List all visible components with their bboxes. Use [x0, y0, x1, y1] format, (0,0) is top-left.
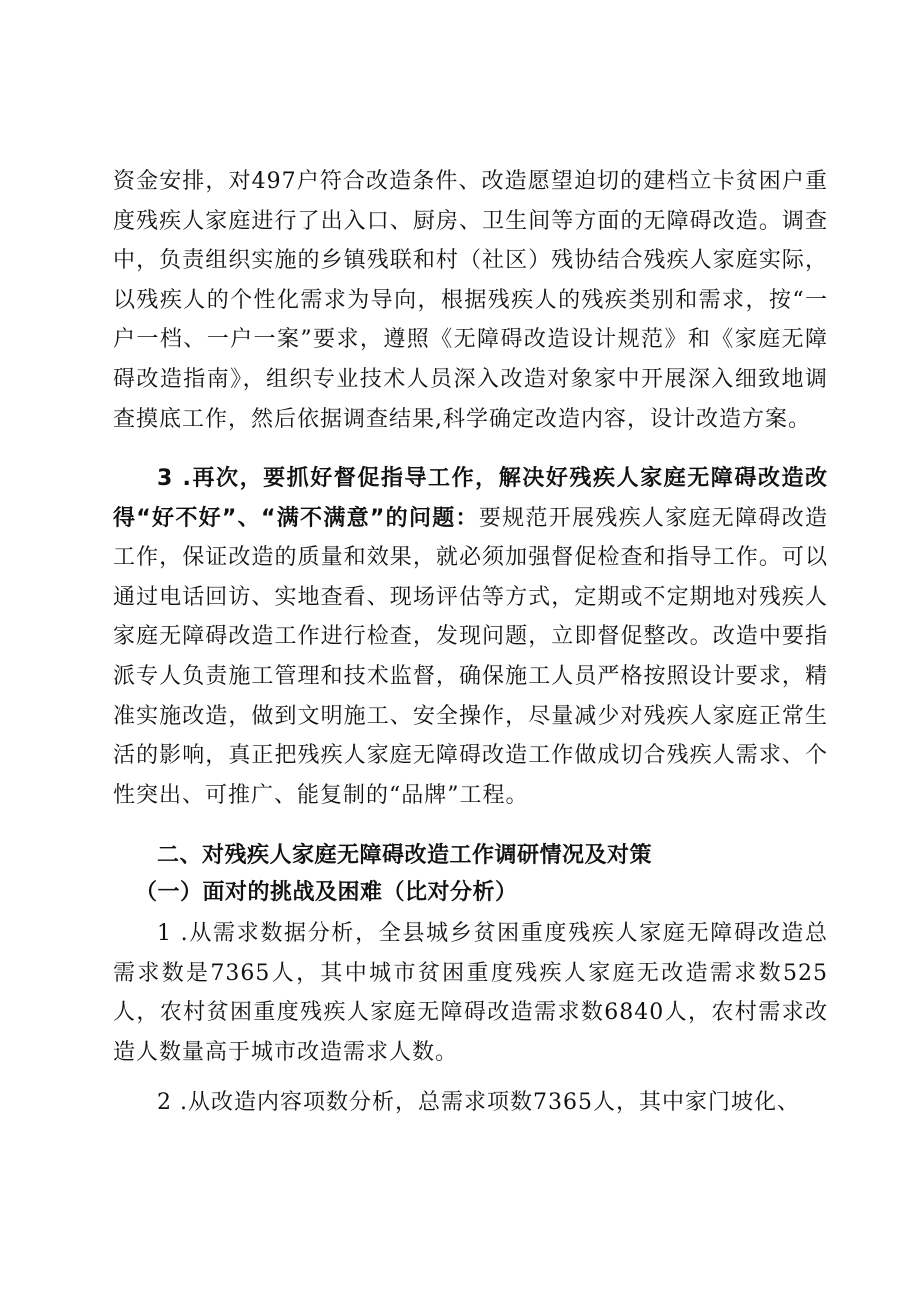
body-paragraph-4: 2 .从改造内容项数分析，总需求项数7365人，其中家门坡化、 [157, 1090, 800, 1115]
paragraph-lead-bold: 3 .再次，要抓好督促指导工作，解决好残疾人家庭无障碍改造改得“好不好”、“满不满意”的问题： [113, 466, 828, 531]
body-paragraph-3: 1 .从需求数据分析，全县城乡贫困重度残疾人家庭无障碍改造总需求数是7365人，其中城市贫困重度残疾人家庭无改造需求数525人，农村贫困重度残疾人家庭无障碍改造需求数6840人，农村需求改造人数量高于城市改造需求人数。 [113, 921, 828, 1065]
section-heading-2: 二、对残疾人家庭无障碍改造工作调研情况及对策 [157, 843, 653, 868]
subsection-heading-1: （一）面对的挑战及困难（比对分析） [135, 880, 518, 905]
body-paragraph-2 [113, 459, 828, 815]
body-paragraph-1: 资金安排，对497户符合改造条件、改造愿望迫切的建档立卡贫困户重度残疾人家庭进行了出入口、厨房、卫生间等方面的无障碍改造。调查中，负责组织实施的乡镇残联和村（社区）残协结合残疾人家庭实际，以残疾人的个性化需求为导向，根据残疾人的残疾类别和需求，按“一户一档、一户一案”要求，遵照《无障碍改造设计规范》和《家庭无障碍改造指南》，组织专业技术人员深入改造对象家中开展深入细致地调查摸底工作，然后依据调查结果,科学确定改造内容，设计改造方案。 [113, 169, 828, 432]
paragraph-body-text: 要规范开展残疾人家庭无障碍改造工作，保证改造的质量和效果，就必须加强督促检查和指导工作。可以通过电话回访、实地查看、现场评估等方式，定期或不定期地对残疾人家庭无障碍改造工作进行检查，发现问题，立即督促整改。改造中要指派专人负责施工管理和技术监督，确保施工人员严格按照设计要求，精准实施改造，做到文明施工、安全操作，尽量减少对残疾人家庭正常生活的影响，真正把残疾人家庭无障碍改造工作做成切合残疾人需求、个性突出、可推广、能复制的“品牌”工程。 [113, 505, 828, 808]
